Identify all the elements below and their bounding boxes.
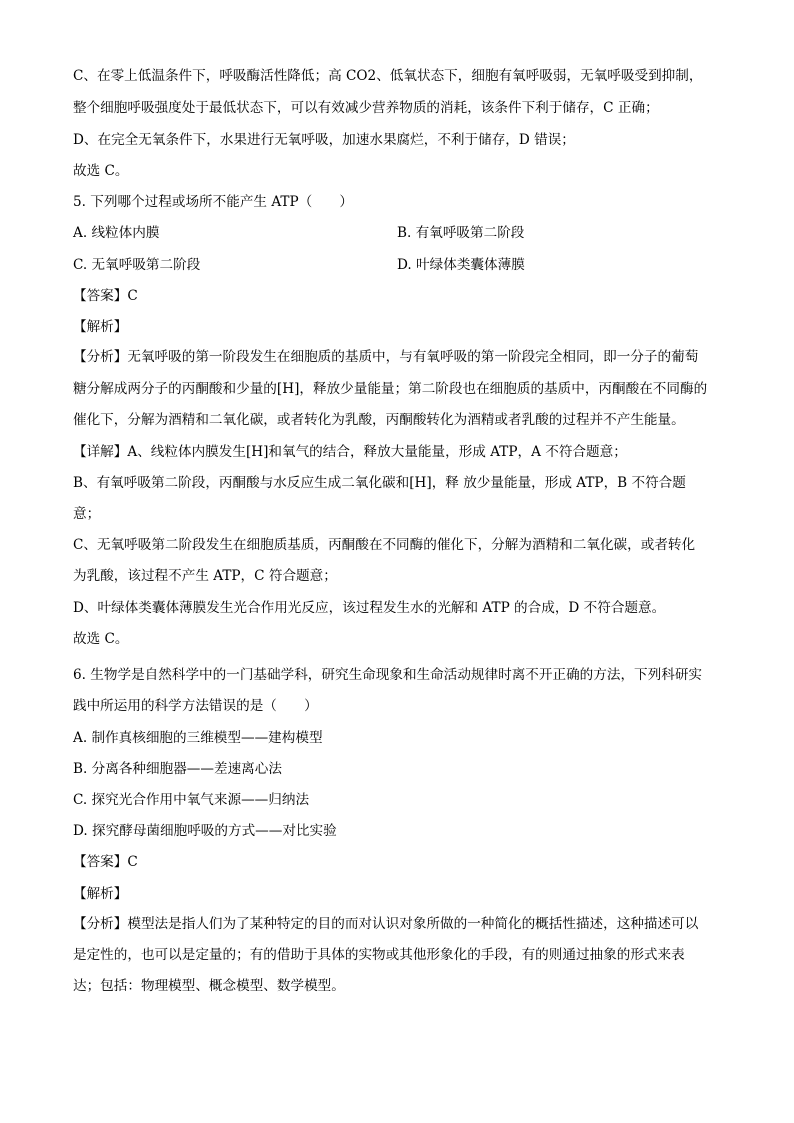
q6-analysis-heading: 【解析】 bbox=[73, 886, 128, 902]
q5-option-b: B. 有氧呼吸第二阶段 bbox=[397, 225, 525, 241]
q6-stem-line1: 6. 生物学是自然科学中的一门基础学科，研究生命现象和生命活动规律时离不开正确的方法，下列科研实 bbox=[73, 667, 703, 683]
q5-analysis-heading: 【解析】 bbox=[73, 319, 128, 335]
q6-fenxi-line3: 达；包括：物理模型、概念模型、数学模型。 bbox=[73, 978, 345, 994]
q6-option-b: B. 分离各种细胞器——差速离心法 bbox=[73, 761, 282, 777]
q5-xiangjie-a: 【详解】A、线粒体内膜发生[H]和氧气的结合，释放大量能量，形成 ATP，A 不符合题意； bbox=[73, 444, 627, 460]
q5-option-c: C. 无氧呼吸第二阶段 bbox=[73, 257, 201, 273]
prev-answer-d-line: D、在完全无氧条件下，水果进行无氧呼吸，加速水果腐烂，不利于储存，D 错误； bbox=[73, 132, 575, 148]
prev-answer-c-line2: 整个细胞呼吸强度处于最低状态下，可以有效减少营养物质的消耗，该条件下利于储存，C 正确； bbox=[73, 100, 659, 116]
q5-stem: 5. 下列哪个过程或场所不能产生 ATP（ ） bbox=[73, 194, 353, 210]
q6-fenxi-line2: 是定性的，也可以是定量的；有的借助于具体的实物或其他形象化的手段，有的则通过抽象的形式来表 bbox=[73, 947, 685, 963]
q5-fenxi-line1: 【分析】无氧呼吸的第一阶段发生在细胞质的基质中，与有氧呼吸的第一阶段完全相同，即一分子的葡萄 bbox=[73, 349, 699, 365]
q5-xiangjie-b-line1: B、有氧呼吸第二阶段，丙酮酸与水反应生成二氧化碳和[H]，释 放少量能量，形成 ATP，B 不符合题 bbox=[73, 475, 686, 491]
q5-option-a: A. 线粒体内膜 bbox=[73, 225, 160, 241]
q6-fenxi-line1: 【分析】模型法是指人们为了某种特定的目的而对认识对象所做的一种简化的概括性描述，这种描述可以 bbox=[73, 916, 699, 932]
q5-fenxi-line2: 糖分解成两分子的丙酮酸和少量的[H]，释放少量能量；第二阶段也在细胞质的基质中，丙酮酸在不同酶的 bbox=[73, 381, 708, 397]
q6-option-c: C. 探究光合作用中氧气来源——归纳法 bbox=[73, 792, 310, 808]
prev-answer-conclusion: 故选 C。 bbox=[73, 163, 129, 179]
q6-option-d: D. 探究酵母菌细胞呼吸的方式——对比实验 bbox=[73, 823, 337, 839]
q5-fenxi-line3: 催化下，分解为酒精和二氧化碳，或者转化为乳酸，丙酮酸转化为酒精或者乳酸的过程并不产生能量。 bbox=[73, 412, 685, 428]
q5-conclusion: 故选 C。 bbox=[73, 631, 129, 647]
q6-stem-line2: 践中所运用的科学方法错误的是（ ） bbox=[73, 698, 318, 714]
q6-answer: 【答案】C bbox=[73, 854, 138, 870]
q5-xiangjie-c-line2: 为乳酸，该过程不产生 ATP，C 符合题意； bbox=[73, 568, 337, 584]
q5-xiangjie-b-line2: 意； bbox=[73, 506, 101, 522]
prev-answer-c-line1: C、在零上低温条件下，呼吸酶活性降低；高 CO2、低氧状态下，细胞有氧呼吸弱，无氧呼吸受到抑制， bbox=[73, 68, 703, 84]
q5-option-d: D. 叶绿体类囊体薄膜 bbox=[397, 257, 525, 273]
q5-xiangjie-c-line1: C、无氧呼吸第二阶段发生在细胞质基质，丙酮酸在不同酶的催化下，分解为酒精和二氧化碳，或者转化 bbox=[73, 537, 696, 553]
q6-option-a: A. 制作真核细胞的三维模型——建构模型 bbox=[73, 730, 323, 746]
q5-xiangjie-d: D、叶绿体类囊体薄膜发生光合作用光反应，该过程发生水的光解和 ATP 的合成，D 不符合题意。 bbox=[73, 600, 666, 616]
q5-answer: 【答案】C bbox=[73, 288, 138, 304]
